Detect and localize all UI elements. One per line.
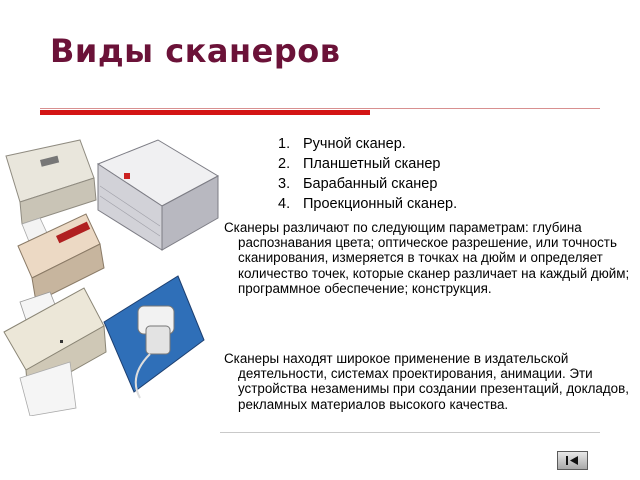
slide-title: Виды сканеров [50, 32, 341, 70]
scanner-photo-handheld-2 [104, 276, 204, 398]
scanner-types-list [278, 134, 457, 214]
scanner-photo-desktop [4, 288, 106, 416]
list-text: Планшетный сканер [303, 156, 441, 172]
footer-divider [220, 432, 600, 433]
list-item [278, 154, 457, 174]
list-number: 4. [278, 196, 291, 212]
list-number: 3. [278, 176, 291, 192]
scanner-photo-flatbed [98, 140, 218, 250]
list-item [278, 194, 457, 214]
return-to-start-button[interactable] [557, 451, 588, 470]
list-text: Ручной сканер. [303, 136, 406, 152]
list-item [278, 174, 457, 194]
list-number: 1. [278, 136, 291, 152]
paragraph-applications: Сканеры находят широкое применение в издательской деятельности, системах проектирования, анимации. Эти устройства незаменимы при создании презентаций, докладов, рекламных материалов высокого качества. [224, 351, 629, 412]
return-to-start-icon [558, 452, 587, 469]
list-text: Проекционный сканер. [303, 196, 458, 212]
title-underline-thin [40, 108, 600, 109]
scanner-images [0, 126, 220, 416]
list-item [278, 134, 457, 154]
list-text: Барабанный сканер [303, 176, 438, 192]
paragraph-parameters: Сканеры различают по следующим параметрам: глубина распознавания цвета; оптическое разрешение, или точность сканирования, измеряется в точках на дюйм и определяет количество точек, которые сканер различает на каждый дюйм; программное обеспечение; конструкция. [224, 220, 630, 296]
title-underline-accent [40, 110, 370, 115]
list-number: 2. [278, 156, 291, 172]
